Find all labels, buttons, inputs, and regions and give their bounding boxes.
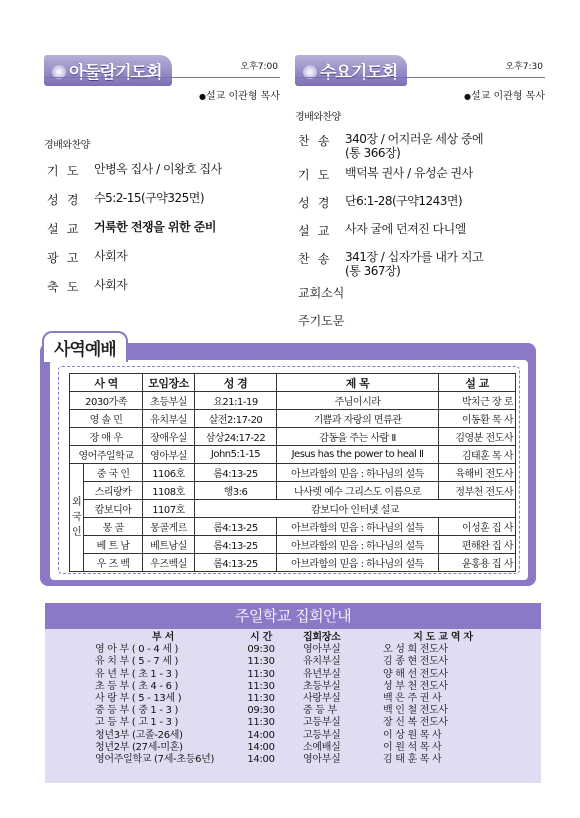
order-row [44, 249, 280, 278]
children-prayer-preacher: ●설교 이관형 목사 [199, 91, 280, 102]
divider [295, 77, 545, 78]
order-row [44, 162, 280, 191]
subject-cell: 아브라함의 믿음 : 하나님의 설득 [277, 554, 439, 572]
preacher-cell: 이동환 목 사 [439, 410, 516, 428]
header-preacher: 설 교 [439, 374, 516, 392]
ministry-cell: 캄보디아 [84, 500, 143, 518]
preacher-cell: 김영분 전도사 [439, 428, 516, 446]
leader-cell: 백 인 철 전도사 [383, 705, 448, 717]
place-cell: 영아부실 [143, 446, 195, 464]
leader-cell: 백 은 주 권 사 [383, 693, 442, 705]
department-cell: 유 치 부 ( 5 - 7 세 ) [95, 656, 179, 668]
department-cell: 청년3부 (고졸-26세) [95, 729, 183, 741]
order-row [44, 191, 280, 220]
place-cell: 초등부실 [303, 680, 341, 692]
subject-cell: 아브라함의 믿음 : 하나님의 설득 [277, 464, 439, 482]
scripture-cell: 살전2:17-20 [195, 410, 277, 428]
scripture-cell: 롬4:13-25 [195, 518, 277, 536]
department-cell: 고 등 부 ( 고 1 - 3 ) [95, 717, 179, 729]
scripture-cell: John5:1-15 [195, 446, 277, 464]
place-cell: 1108호 [143, 482, 195, 500]
table-row [95, 705, 503, 717]
order-label: 기 도 [47, 164, 78, 178]
order-row [295, 250, 545, 284]
table-row [70, 392, 516, 410]
preacher-cell: 박치근 장 로 [439, 392, 516, 410]
scripture-cell: 삼상24:17-22 [195, 428, 277, 446]
leader-cell: 이 원 석 목 사 [383, 741, 442, 753]
leader-cell: 김 태 훈 목 사 [383, 753, 442, 765]
preacher-cell: 정부천 전도사 [439, 482, 516, 500]
order-label: 광 고 [47, 251, 78, 265]
ministry-cell: 장 애 우 [70, 428, 143, 446]
subject-cell: 기쁨과 자랑의 면류관 [277, 410, 439, 428]
ministry-cell: 영어주일학교 [70, 446, 143, 464]
preacher-cell: 이성훈 집 사 [439, 518, 516, 536]
place-cell: 몽골게르 [143, 518, 195, 536]
subject-cell: 캄보디아 인터넷 설교 [195, 500, 516, 518]
children-prayer-time: 오후7:00 [240, 62, 278, 72]
order-value: 백덕복 권사 / 유성순 권사 [345, 166, 473, 180]
order-label: 축 도 [47, 280, 78, 294]
wednesday-prayer-title: 수요기도회 [295, 55, 407, 86]
ministry-cell: 스리랑카 [84, 482, 143, 500]
subject-cell: 아브라함의 믿음 : 하나님의 설득 [277, 536, 439, 554]
place-cell: 영아부실 [303, 644, 341, 656]
worship-praise-label: 경배와찬양 [295, 112, 341, 123]
department-cell: 유 년 부 ( 초 1 - 3 ) [95, 668, 179, 680]
place-cell: 1107호 [143, 500, 195, 518]
scripture-cell: 요21:1-19 [195, 392, 277, 410]
table-row [95, 656, 503, 668]
header-scripture: 성 경 [195, 374, 277, 392]
ministry-cell: 우 즈 벡 [84, 554, 143, 572]
order-row [295, 166, 545, 194]
table-row [70, 446, 516, 464]
church-news-label: 교회소식 [298, 286, 345, 300]
order-value: 사자 굴에 던져진 다니엘 [345, 222, 466, 236]
place-cell: 초등부실 [143, 392, 195, 410]
order-value: 사회자 [94, 278, 128, 292]
place-cell: 중 등 부 [303, 705, 337, 717]
leader-cell: 양 해 선 전도사 [383, 668, 448, 680]
children-prayer-section [44, 55, 280, 307]
order-label: 성 경 [47, 193, 78, 207]
table-row [95, 742, 503, 754]
order-value: 341장 / 십자가를 내가 지고 (통 367장) [345, 250, 484, 278]
place-cell: 소예배실 [303, 741, 341, 753]
header-time: 시 간 [250, 632, 272, 644]
order-label: 설 교 [47, 222, 78, 236]
order-value: 단6:1-28(구약1243면) [345, 194, 463, 208]
scripture-cell: 롬4:13-25 [195, 536, 277, 554]
mission-worship-title: 사역예배 [42, 331, 128, 362]
preacher-cell: 윤홍용 집 사 [439, 554, 516, 572]
table-row [95, 669, 503, 681]
order-label: 성 경 [298, 196, 329, 210]
header-leader: 지 도 교 역 자 [413, 632, 473, 644]
header-place: 모임장소 [143, 374, 195, 392]
time-cell: 11:30 [247, 668, 275, 680]
leader-cell: 김 종 현 전도사 [383, 656, 448, 668]
department-cell: 영어주일학교 (7세-초등6년) [95, 753, 215, 765]
table-row [70, 554, 516, 572]
place-cell: 장애우실 [143, 428, 195, 446]
order-label: 찬 송 [298, 252, 329, 266]
subject-cell: 감동을 주는 사람 Ⅱ [277, 428, 439, 446]
place-cell: 영아부실 [303, 753, 341, 765]
subject-cell: 주님이시라 [277, 392, 439, 410]
table-row [70, 500, 516, 518]
table-header-row [70, 374, 516, 392]
time-cell: 09:30 [247, 644, 275, 656]
place-cell: 고등부실 [303, 729, 341, 741]
order-label: 설 교 [298, 224, 329, 238]
children-prayer-banner [44, 55, 280, 83]
leader-cell: 성 부 천 전도사 [383, 680, 448, 692]
scripture-cell: 롬4:13-25 [195, 554, 277, 572]
table-row [95, 730, 503, 742]
place-cell: 유치부실 [143, 410, 195, 428]
lords-prayer-label: 주기도문 [298, 314, 345, 328]
department-cell: 중 등 부 ( 중 1 - 3 ) [95, 705, 179, 717]
worship-praise-label: 경배와찬양 [44, 140, 90, 151]
subject-cell: 아브라함의 믿음 : 하나님의 설득 [277, 518, 439, 536]
scripture-cell: 롬4:13-25 [195, 464, 277, 482]
table-row [95, 717, 503, 729]
order-value: 수5:2-15(구약325면) [94, 191, 205, 205]
place-cell: 베트남실 [143, 536, 195, 554]
header-department: 부 서 [152, 632, 174, 644]
bullet-icon: ● [464, 92, 471, 101]
bullet-icon: ● [199, 92, 206, 101]
order-label: 기 도 [298, 168, 329, 182]
preacher-cell: 김태훈 목 사 [439, 446, 516, 464]
subject-cell: Jesus has the power to heal Ⅱ [277, 446, 439, 464]
preacher-cell: 편해완 집 사 [439, 536, 516, 554]
department-cell: 사 랑 부 ( 5 - 13세 ) [95, 693, 182, 705]
table-row [70, 428, 516, 446]
divider [44, 77, 280, 78]
sunday-school-table [95, 632, 503, 766]
place-cell: 유년부실 [303, 668, 341, 680]
time-cell: 14:00 [247, 729, 275, 741]
scripture-cell: 행3:6 [195, 482, 277, 500]
order-row [295, 222, 545, 250]
order-row [295, 132, 545, 166]
mission-worship-table [69, 373, 516, 572]
wednesday-prayer-time: 오후7:30 [505, 62, 543, 72]
place-cell: 우즈벡실 [143, 554, 195, 572]
order-row [44, 220, 280, 249]
order-value: 안병옥 집사 / 이왕호 집사 [94, 162, 222, 176]
ministry-cell: 중 국 인 [84, 464, 143, 482]
preacher-cell: 육해비 전도사 [439, 464, 516, 482]
table-row [70, 464, 516, 482]
time-cell: 14:00 [247, 741, 275, 753]
table-header-row [95, 632, 503, 644]
table-row [95, 754, 503, 766]
ministry-cell: 몽 골 [84, 518, 143, 536]
header-subject: 제 목 [277, 374, 439, 392]
ministry-cell: 베 트 남 [84, 536, 143, 554]
leader-cell: 오 성 희 전도사 [383, 644, 448, 656]
time-cell: 11:30 [247, 680, 275, 692]
time-cell: 11:30 [247, 693, 275, 705]
wednesday-prayer-banner [295, 55, 545, 83]
place-cell: 고등부실 [303, 717, 341, 729]
department-cell: 영 아 부 ( 0 - 4 세 ) [95, 644, 179, 656]
wednesday-prayer-preacher: ●설교 이관형 목사 [464, 91, 545, 102]
order-row [295, 194, 545, 222]
leader-cell: 이 상 원 목 사 [383, 729, 442, 741]
order-value: 사회자 [94, 249, 128, 263]
children-prayer-title: 아둘람기도회 [44, 55, 172, 86]
table-row [70, 518, 516, 536]
wednesday-prayer-section [295, 55, 545, 340]
sunday-school-title: 주일학교 집회안내 [45, 603, 541, 629]
place-cell: 사랑부실 [303, 693, 341, 705]
leader-cell: 장 신 복 전도사 [383, 717, 448, 729]
order-row [44, 278, 280, 307]
department-cell: 초 등 부 ( 초 4 - 6 ) [95, 680, 179, 692]
foreign-group-label: 외 국 인 [70, 464, 84, 572]
table-row [70, 482, 516, 500]
ministry-cell: 2030가족 [70, 392, 143, 410]
table-row [95, 681, 503, 693]
department-cell: 청년2부 (27세-미혼) [95, 741, 183, 753]
table-row [95, 644, 503, 656]
subject-cell: 나사렛 예수 그리스도 이름으로 [277, 482, 439, 500]
time-cell: 11:30 [247, 656, 275, 668]
place-cell: 1106호 [143, 464, 195, 482]
order-label: 찬 송 [298, 134, 329, 148]
time-cell: 14:00 [247, 753, 275, 765]
table-row [70, 536, 516, 554]
ministry-cell: 영 솔 민 [70, 410, 143, 428]
time-cell: 11:30 [247, 717, 275, 729]
table-row [95, 693, 503, 705]
header-place: 집회장소 [303, 632, 341, 644]
place-cell: 유치부실 [303, 656, 341, 668]
table-row [70, 410, 516, 428]
order-value: 340장 / 어지러운 세상 중에 (통 366장) [345, 132, 484, 160]
time-cell: 09:30 [247, 705, 275, 717]
header-ministry: 사 역 [70, 374, 143, 392]
order-value: 거룩한 전쟁을 위한 준비 [94, 220, 216, 234]
